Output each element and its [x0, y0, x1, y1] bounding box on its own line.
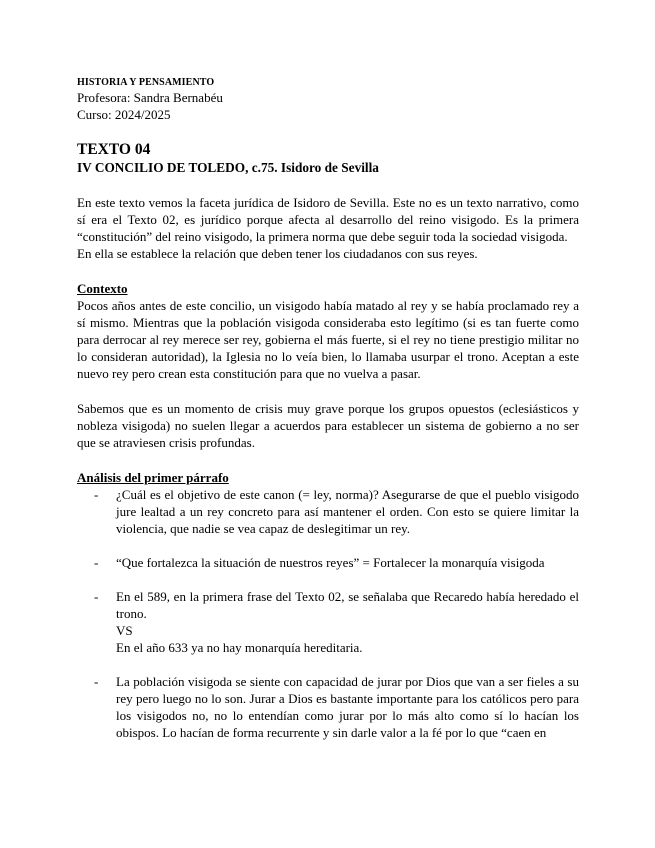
list-dash: - [94, 674, 99, 689]
list-dash: - [94, 487, 99, 502]
analysis-item-text: ¿Cuál es el objetivo de este canon (= ley, norma)? Asegurarse de que el pueblo visigodo jure lealtad a un rey concreto para así mantener el orden. Con esto se quiere limitar la violencia, que nadie se vea capaz de deslegitimar un rey. [116, 487, 579, 536]
analysis-item-text: “Que fortalezca la situación de nuestros reyes” = Fortalecer la monarquía visigoda [116, 555, 545, 570]
intro-paragraph-2: En ella se establece la relación que deben tener los ciudadanos con sus reyes. [77, 246, 478, 261]
teacher-line: Profesora: Sandra Bernabéu [77, 90, 223, 105]
document-page [77, 76, 579, 741]
analysis-item [77, 588, 579, 656]
context-paragraph: Pocos años antes de este concilio, un visigodo había matado al rey y se había proclamado rey a sí mismo. Mientras que la población visigoda consideraba esto legítimo (si es tan fuerte como para derrocar al rey merece ser rey, gobierna el más fuerte, si el rey no tiene prestigio militar no lo consideran autoridad), la Iglesia no lo veía bien, lo llamaba usurpar el trono. Aceptan a este nuevo rey pero crean esta constitución para que no vuelva a pasar. [77, 298, 579, 381]
analysis-heading: Análisis del primer párrafo [77, 470, 229, 485]
context-paragraph-2: Sabemos que es un momento de crisis muy grave porque los grupos opuestos (eclesiásticos y nobleza visigoda) no suelen llegar a acuerdos para establecer un sistema de gobierno a no ser que se atraviesen crisis profundas. [77, 401, 579, 450]
analysis-list [77, 486, 579, 741]
analysis-item [77, 554, 579, 571]
versus-label: VS [116, 623, 133, 638]
analysis-item-extra: En el año 633 ya no hay monarquía hereditaria. [116, 640, 363, 655]
list-dash: - [94, 589, 99, 604]
analysis-item-text: La población visigoda se siente con capacidad de jurar por Dios que van a ser fieles a su rey pero luego no lo son. Jurar a Dios es bastante importante para los católicos pero para los visigodos no, no lo entendían como jurar por lo más alto como sí lo hacían los obispos. Lo hacían de forma recurrente y sin darle valor a la fé por lo que “caen en [116, 674, 579, 740]
list-dash: - [94, 555, 99, 570]
text-number: TEXTO 04 [77, 141, 151, 158]
analysis-item-text: En el 589, en la primera frase del Texto 02, se señalaba que Recaredo había heredado el trono. [116, 589, 579, 621]
analysis-item [77, 673, 579, 741]
text-title: IV CONCILIO DE TOLEDO, c.75. Isidoro de Sevilla [77, 160, 379, 175]
course-year-line: Curso: 2024/2025 [77, 107, 171, 122]
analysis-item [77, 486, 579, 537]
intro-paragraph: En este texto vemos la faceta jurídica de Isidoro de Sevilla. Este no es un texto narrativo, como sí era el Texto 02, es jurídico porque afecta al desarrollo del reino visigodo. Es la primera “constitución” del reino visigodo, la primera norma que debe seguir toda la sociedad visigoda. [77, 195, 579, 244]
course-label: HISTORIA Y PENSAMIENTO [77, 77, 215, 88]
context-heading: Contexto [77, 281, 128, 296]
